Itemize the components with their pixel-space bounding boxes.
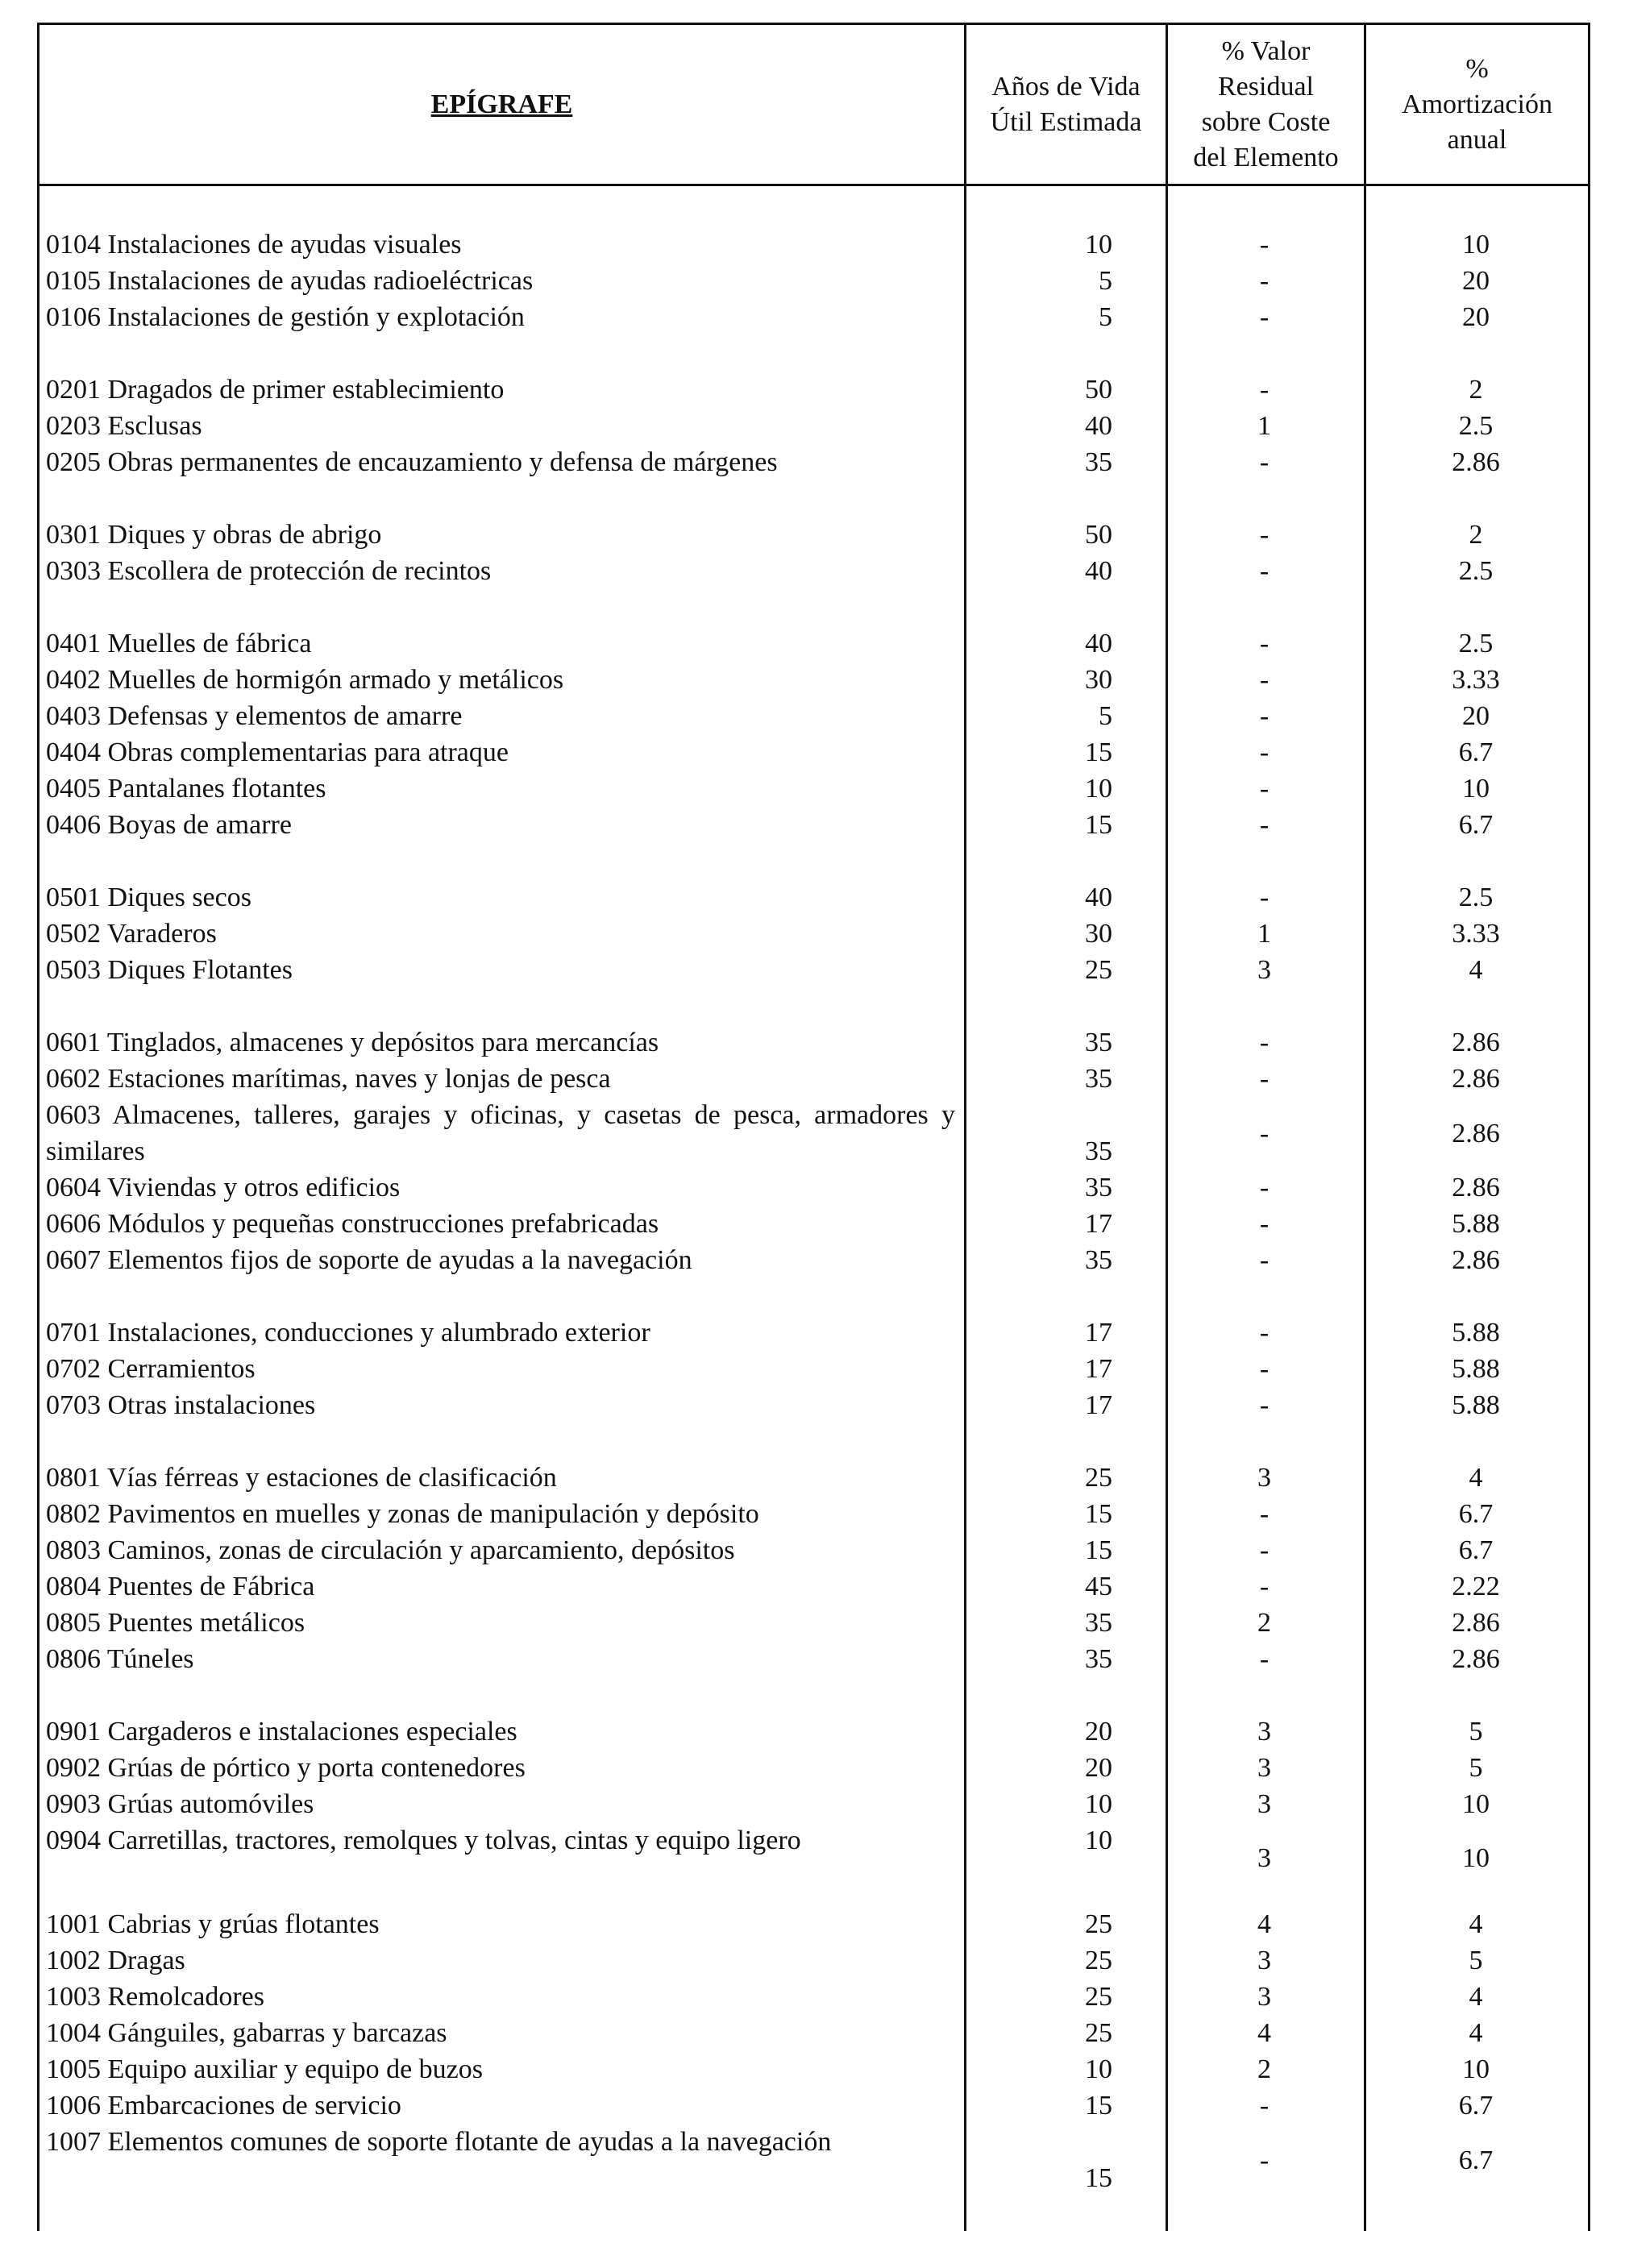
table-row xyxy=(39,916,1588,952)
row-valor-residual: - xyxy=(1259,883,1270,912)
row-description: 0702 Cerramientos xyxy=(46,1354,256,1384)
row-description: 0104 Instalaciones de ayudas visuales xyxy=(46,230,462,260)
row-anos-vida: 10 xyxy=(1085,230,1112,260)
row-amortizacion: 10 xyxy=(1462,2054,1490,2084)
row-amortizacion: 10 xyxy=(1462,230,1490,260)
row-valor-residual: - xyxy=(1259,302,1270,332)
row-anos-vida: 10 xyxy=(1085,1789,1112,1819)
table-row xyxy=(39,698,1588,734)
table-row xyxy=(39,517,1588,553)
row-valor-residual: - xyxy=(1259,1535,1270,1565)
row-valor-residual: - xyxy=(1259,1028,1270,1057)
row-anos-vida: 50 xyxy=(1085,520,1112,550)
row-anos-vida: 35 xyxy=(1085,1608,1112,1638)
row-amortizacion: 2.5 xyxy=(1458,556,1494,586)
row-valor-residual: 3 xyxy=(1257,1982,1271,2012)
row-amortizacion: 6.7 xyxy=(1458,1535,1494,1565)
row-amortizacion: 5.88 xyxy=(1452,1209,1500,1239)
row-anos-vida: 35 xyxy=(1085,1028,1112,1057)
header-valor-residual-text: % Valor Residual sobre Coste del Elemento xyxy=(1193,35,1339,172)
table-row xyxy=(39,1351,1588,1387)
table-row xyxy=(39,1822,1588,1873)
row-anos-vida: 15 xyxy=(1085,737,1112,767)
row-anos-vida: 15 xyxy=(1085,810,1112,840)
row-anos-vida: 10 xyxy=(1085,1826,1112,1855)
row-amortizacion: 20 xyxy=(1462,302,1490,332)
row-description: 0806 Túneles xyxy=(46,1644,194,1674)
row-anos-vida: 40 xyxy=(1085,629,1112,658)
row-anos-vida: 17 xyxy=(1085,1354,1112,1384)
header-amortizacion xyxy=(1366,25,1588,184)
row-amortizacion: 2.86 xyxy=(1452,1028,1500,1057)
table-row xyxy=(39,2124,1588,2196)
row-valor-residual: 2 xyxy=(1257,1608,1271,1638)
row-description: 0106 Instalaciones de gestión y explotación xyxy=(46,302,525,332)
row-anos-vida: 10 xyxy=(1085,774,1112,804)
header-epigrafe xyxy=(39,25,964,184)
row-valor-residual: - xyxy=(1259,1118,1270,1149)
header-anos-text: Años de Vida Útil Estimada xyxy=(990,71,1142,137)
row-anos-vida: 17 xyxy=(1085,1390,1112,1420)
table-row xyxy=(39,1387,1588,1423)
row-description: 0703 Otras instalaciones xyxy=(46,1390,316,1420)
table-row xyxy=(39,1605,1588,1641)
row-amortizacion: 2 xyxy=(1469,520,1483,550)
row-description: 0201 Dragados de primer establecimiento xyxy=(46,375,505,405)
row-description: 0406 Boyas de amarre xyxy=(46,810,292,840)
row-anos-vida: 25 xyxy=(1085,1909,1112,1939)
row-anos-vida: 17 xyxy=(1085,1318,1112,1348)
row-valor-residual: 3 xyxy=(1257,1946,1271,1975)
row-amortizacion: 20 xyxy=(1462,701,1490,731)
table-row xyxy=(39,1641,1588,1677)
row-valor-residual: 3 xyxy=(1257,1843,1271,1873)
row-description: 0604 Viviendas y otros edificios xyxy=(46,1173,401,1203)
row-amortizacion: 4 xyxy=(1469,1463,1483,1493)
row-valor-residual: - xyxy=(1259,1245,1270,1275)
row-amortizacion: 5 xyxy=(1469,1753,1483,1783)
row-anos-vida: 15 xyxy=(1085,1535,1112,1565)
row-valor-residual: - xyxy=(1259,1354,1270,1384)
row-anos-vida: 30 xyxy=(1085,665,1112,695)
row-description: 0203 Esclusas xyxy=(46,411,202,441)
row-description: 0503 Diques Flotantes xyxy=(46,955,293,985)
row-description: 0402 Muelles de hormigón armado y metálicos xyxy=(46,665,564,695)
row-valor-residual: - xyxy=(1259,447,1270,477)
row-anos-vida: 40 xyxy=(1085,411,1112,441)
row-amortizacion: 10 xyxy=(1462,1789,1490,1819)
row-anos-vida: 35 xyxy=(1085,1136,1112,1166)
row-anos-vida: 10 xyxy=(1085,2054,1112,2084)
row-valor-residual: - xyxy=(1259,701,1270,731)
row-amortizacion: 5 xyxy=(1469,1717,1483,1747)
row-amortizacion: 5 xyxy=(1469,1946,1483,1975)
row-amortizacion: 4 xyxy=(1469,2018,1483,2048)
row-valor-residual: - xyxy=(1259,2145,1270,2175)
row-valor-residual: - xyxy=(1259,1318,1270,1348)
row-description: 0404 Obras complementarias para atraque xyxy=(46,737,509,767)
row-amortizacion: 3.33 xyxy=(1452,919,1500,949)
row-valor-residual: - xyxy=(1259,1209,1270,1239)
row-amortizacion: 4 xyxy=(1469,955,1483,985)
table-row xyxy=(39,1942,1588,1979)
row-amortizacion: 10 xyxy=(1462,1843,1490,1873)
row-amortizacion: 20 xyxy=(1462,266,1490,296)
row-anos-vida: 5 xyxy=(1099,266,1112,296)
row-description: 0805 Puentes metálicos xyxy=(46,1608,305,1638)
row-valor-residual: - xyxy=(1259,737,1270,767)
row-anos-vida: 50 xyxy=(1085,375,1112,405)
row-amortizacion: 2.5 xyxy=(1458,883,1494,912)
row-amortizacion: 6.7 xyxy=(1458,1499,1494,1529)
row-anos-vida: 35 xyxy=(1085,447,1112,477)
row-amortizacion: 2.22 xyxy=(1452,1572,1500,1601)
row-amortizacion: 2.86 xyxy=(1452,1245,1500,1275)
table-row xyxy=(39,372,1588,408)
row-valor-residual: - xyxy=(1259,1390,1270,1420)
table-header xyxy=(39,25,1588,186)
row-description: 0803 Caminos, zonas de circulación y aparcamiento, depósitos xyxy=(46,1535,735,1565)
table-row xyxy=(39,1097,1588,1169)
table-row xyxy=(39,1750,1588,1786)
row-description: 0607 Elementos fijos de soporte de ayudas a la navegación xyxy=(46,1245,692,1275)
row-amortizacion: 6.7 xyxy=(1458,2091,1494,2121)
row-anos-vida: 30 xyxy=(1085,919,1112,949)
row-description: 0903 Grúas automóviles xyxy=(46,1789,314,1819)
row-anos-vida: 35 xyxy=(1085,1644,1112,1674)
row-anos-vida: 45 xyxy=(1085,1572,1112,1601)
table-row xyxy=(39,263,1588,299)
row-anos-vida: 25 xyxy=(1085,1982,1112,2012)
row-valor-residual: - xyxy=(1259,665,1270,695)
row-description: 0502 Varaderos xyxy=(46,919,217,949)
row-description: 0802 Pavimentos en muelles y zonas de manipulación y depósito xyxy=(46,1499,759,1529)
table-row xyxy=(39,1532,1588,1568)
row-amortizacion: 4 xyxy=(1469,1982,1483,2012)
row-anos-vida: 25 xyxy=(1085,955,1112,985)
table-row xyxy=(39,1496,1588,1532)
table-row xyxy=(39,1206,1588,1242)
table-row xyxy=(39,1568,1588,1605)
table-row xyxy=(39,734,1588,771)
row-anos-vida: 5 xyxy=(1099,701,1112,731)
row-description: 1004 Gánguiles, gabarras y barcazas xyxy=(46,2018,447,2048)
table-row xyxy=(39,1979,1588,2015)
row-description: 0401 Muelles de fábrica xyxy=(46,629,312,658)
table-row xyxy=(39,1024,1588,1061)
row-amortizacion: 6.7 xyxy=(1458,2145,1494,2175)
row-amortizacion: 5.88 xyxy=(1452,1318,1500,1348)
row-amortizacion: 3.33 xyxy=(1452,665,1500,695)
row-anos-vida: 40 xyxy=(1085,556,1112,586)
row-valor-residual: 3 xyxy=(1257,1463,1271,1493)
row-description: 0501 Diques secos xyxy=(46,883,251,912)
row-valor-residual: 4 xyxy=(1257,1909,1271,1939)
row-amortizacion: 5.88 xyxy=(1452,1390,1500,1420)
table-row xyxy=(39,299,1588,335)
row-amortizacion: 2.5 xyxy=(1458,411,1494,441)
row-anos-vida: 25 xyxy=(1085,1463,1112,1493)
row-valor-residual: 1 xyxy=(1257,919,1271,949)
row-description: 0801 Vías férreas y estaciones de clasificación xyxy=(46,1463,557,1493)
row-anos-vida: 15 xyxy=(1085,2163,1112,2193)
row-amortizacion: 2.86 xyxy=(1452,1118,1500,1149)
header-anos xyxy=(966,25,1166,184)
row-description: 0902 Grúas de pórtico y porta contenedores xyxy=(46,1753,526,1783)
row-valor-residual: - xyxy=(1259,266,1270,296)
row-anos-vida: 5 xyxy=(1099,302,1112,332)
row-anos-vida: 20 xyxy=(1085,1717,1112,1747)
row-amortizacion: 2 xyxy=(1469,375,1483,405)
table-row xyxy=(39,553,1588,589)
table-row xyxy=(39,625,1588,662)
row-amortizacion: 6.7 xyxy=(1458,810,1494,840)
row-valor-residual: 1 xyxy=(1257,411,1271,441)
table-body xyxy=(39,186,1588,2231)
row-description: 0405 Pantalanes flotantes xyxy=(46,774,326,804)
row-amortizacion: 2.86 xyxy=(1452,447,1500,477)
table-row xyxy=(39,2051,1588,2087)
row-valor-residual: 3 xyxy=(1257,955,1271,985)
row-anos-vida: 25 xyxy=(1085,1946,1112,1975)
row-amortizacion: 2.86 xyxy=(1452,1173,1500,1203)
row-description: 0606 Módulos y pequeñas construcciones prefabricadas xyxy=(46,1209,659,1239)
row-amortizacion: 2.86 xyxy=(1452,1608,1500,1638)
row-description: 0205 Obras permanentes de encauzamiento y defensa de márgenes xyxy=(46,447,778,477)
row-valor-residual: - xyxy=(1259,774,1270,804)
row-description: 1006 Embarcaciones de servicio xyxy=(46,2091,401,2121)
row-valor-residual: - xyxy=(1259,556,1270,586)
row-valor-residual: 3 xyxy=(1257,1753,1271,1783)
row-anos-vida: 15 xyxy=(1085,2091,1112,2121)
header-epigrafe-text: EPÍGRAFE xyxy=(430,89,573,119)
table-row xyxy=(39,2015,1588,2051)
table-row xyxy=(39,1169,1588,1206)
row-valor-residual: - xyxy=(1259,810,1270,840)
row-description: 0105 Instalaciones de ayudas radioeléctricas xyxy=(46,266,534,296)
row-description: 0601 Tinglados, almacenes y depósitos para mercancías xyxy=(46,1028,659,1057)
table-row xyxy=(39,771,1588,807)
row-valor-residual: - xyxy=(1259,520,1270,550)
row-amortizacion: 2.5 xyxy=(1458,629,1494,658)
table-row xyxy=(39,879,1588,916)
row-valor-residual: 4 xyxy=(1257,2018,1271,2048)
row-anos-vida: 15 xyxy=(1085,1499,1112,1529)
row-valor-residual: - xyxy=(1259,375,1270,405)
row-valor-residual: 2 xyxy=(1257,2054,1271,2084)
row-description: 0303 Escollera de protección de recintos xyxy=(46,556,492,586)
table-row xyxy=(39,1786,1588,1822)
row-anos-vida: 40 xyxy=(1085,883,1112,912)
table-row xyxy=(39,952,1588,988)
row-valor-residual: - xyxy=(1259,1644,1270,1674)
row-amortizacion: 2.86 xyxy=(1452,1064,1500,1094)
depreciation-table xyxy=(37,23,1590,2231)
row-anos-vida: 35 xyxy=(1085,1173,1112,1203)
row-amortizacion: 5.88 xyxy=(1452,1354,1500,1384)
table-row xyxy=(39,408,1588,444)
row-anos-vida: 20 xyxy=(1085,1753,1112,1783)
header-valor-residual xyxy=(1168,25,1364,184)
table-row xyxy=(39,1315,1588,1351)
table-row xyxy=(39,662,1588,698)
row-valor-residual: - xyxy=(1259,1499,1270,1529)
row-description: 0901 Cargaderos e instalaciones especiales xyxy=(46,1717,517,1747)
row-description: 0701 Instalaciones, conducciones y alumbrado exterior xyxy=(46,1318,650,1348)
row-description: 1005 Equipo auxiliar y equipo de buzos xyxy=(46,2054,484,2084)
row-valor-residual: 3 xyxy=(1257,1717,1271,1747)
table-row xyxy=(39,1713,1588,1750)
table-row xyxy=(39,226,1588,263)
row-description: 0301 Diques y obras de abrigo xyxy=(46,520,382,550)
table-row xyxy=(39,1460,1588,1496)
row-description: 0403 Defensas y elementos de amarre xyxy=(46,701,463,731)
row-amortizacion: 6.7 xyxy=(1458,737,1494,767)
row-valor-residual: - xyxy=(1259,230,1270,260)
row-description: 1001 Cabrias y grúas flotantes xyxy=(46,1909,380,1939)
row-description: 1003 Remolcadores xyxy=(46,1982,264,2012)
row-valor-residual: - xyxy=(1259,2091,1270,2121)
table-row xyxy=(39,807,1588,843)
row-description: 1007 Elementos comunes de soporte flotante de ayudas a la navegación xyxy=(46,2127,832,2157)
row-anos-vida: 35 xyxy=(1085,1064,1112,1094)
table-row xyxy=(39,444,1588,480)
row-anos-vida: 25 xyxy=(1085,2018,1112,2048)
row-description: 0804 Puentes de Fábrica xyxy=(46,1572,315,1601)
table-row xyxy=(39,1061,1588,1097)
header-amortizacion-text: % Amortización anual xyxy=(1402,53,1552,155)
row-valor-residual: - xyxy=(1259,1064,1270,1094)
row-amortizacion: 2.86 xyxy=(1452,1644,1500,1674)
row-description: 0904 Carretillas, tractores, remolques y tolvas, cintas y equipo ligero xyxy=(46,1826,801,1855)
table-row xyxy=(39,1906,1588,1942)
row-amortizacion: 10 xyxy=(1462,774,1490,804)
row-valor-residual: - xyxy=(1259,1572,1270,1601)
row-anos-vida: 35 xyxy=(1085,1245,1112,1275)
table-row xyxy=(39,1242,1588,1278)
row-description: 1002 Dragas xyxy=(46,1946,185,1975)
row-amortizacion: 4 xyxy=(1469,1909,1483,1939)
row-valor-residual: - xyxy=(1259,1173,1270,1203)
row-anos-vida: 17 xyxy=(1085,1209,1112,1239)
row-description: 0602 Estaciones marítimas, naves y lonjas de pesca xyxy=(46,1064,611,1094)
row-valor-residual: - xyxy=(1259,629,1270,658)
row-description: 0603 Almacenes, talleres, garajes y oficinas, y casetas de pesca, armadores y similares xyxy=(46,1100,955,1166)
row-valor-residual: 3 xyxy=(1257,1789,1271,1819)
table-row xyxy=(39,2087,1588,2124)
